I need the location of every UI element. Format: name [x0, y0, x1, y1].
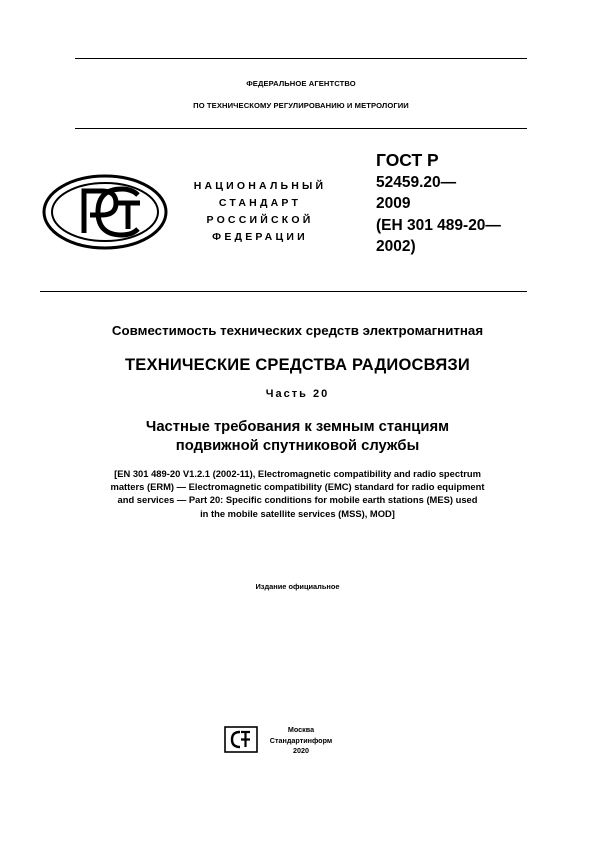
publisher-name: Стандартинформ — [269, 735, 333, 745]
designation-line: 52459.20— — [376, 173, 457, 191]
agency-line-2: ПО ТЕХНИЧЕСКОМУ РЕГУЛИРОВАНИЮ И МЕТРОЛОГИИ — [193, 101, 409, 110]
en-reference-line: and services — Part 20: Specific conditions for mobile earth stations (MES) used — [117, 494, 478, 506]
rst-logo-icon — [40, 173, 170, 251]
standartinform-logo-icon — [224, 726, 258, 753]
standard-type-line: СТАНДАРТ — [218, 197, 302, 209]
en-reference — [0, 467, 595, 520]
standard-type-line: НАЦИОНАЛЬНЫЙ — [193, 180, 327, 192]
designation-line: (ЕН 301 489-20— — [376, 216, 501, 234]
main-title: ТЕХНИЧЕСКИЕ СРЕДСТВА РАДИОСВЯЗИ — [125, 356, 470, 374]
standard-type-line: ФЕДЕРАЦИИ — [212, 231, 308, 243]
publisher-year: 2020 — [293, 746, 309, 755]
edition-label: Издание официальное — [255, 582, 340, 591]
en-reference-line: [EN 301 489-20 V1.2.1 (2002-11), Electromagnetic compatibility and radio spectrum — [114, 468, 481, 479]
publisher-city: Москва — [287, 725, 315, 734]
designation-line: ГОСТ Р — [376, 150, 439, 170]
en-reference-line: in the mobile satellite services (MSS), MOD] — [200, 507, 395, 519]
subtitle-line: подвижной спутниковой службы — [175, 438, 420, 454]
compatibility-title: Совместимость технических средств электромагнитная — [111, 323, 484, 338]
subtitle-line: Частные требования к земным станциям — [145, 419, 450, 435]
en-reference-line: matters (ERM) — Electromagnetic compatibility (EMC) standard for radio equipment — [110, 481, 485, 493]
top-rule — [75, 58, 527, 59]
standard-rule — [40, 291, 527, 292]
subtitle — [0, 418, 595, 456]
standard-type — [170, 178, 350, 246]
publisher-info — [268, 725, 334, 757]
header-rule — [75, 128, 527, 129]
designation-line: 2002) — [376, 238, 416, 255]
standard-designation — [376, 150, 501, 258]
designation-line: 2009 — [376, 195, 411, 212]
standard-type-line: РОССИЙСКОЙ — [206, 214, 314, 226]
agency-line-1: ФЕДЕРАЛЬНОЕ АГЕНТСТВО — [246, 79, 356, 88]
part-title: Часть 20 — [265, 388, 330, 400]
